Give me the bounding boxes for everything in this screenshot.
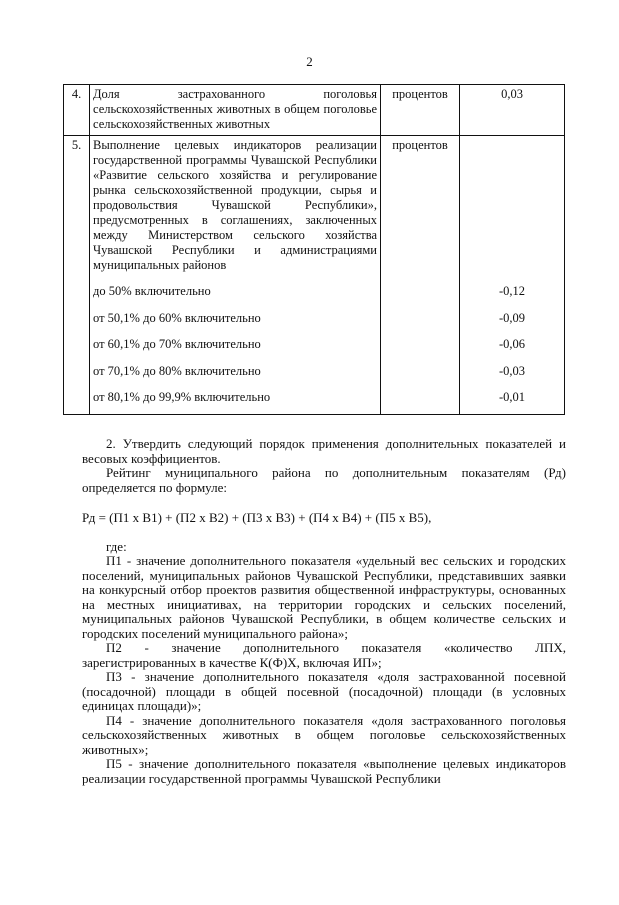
indicators-table bbox=[63, 84, 565, 415]
unit-cell: процентов bbox=[381, 85, 460, 136]
subrow-label: от 60,1% до 70% включительно bbox=[93, 337, 261, 351]
paragraph-rating-definition: Рейтинг муниципального района по дополнительным показателям (Рд) определяется по формуле: bbox=[82, 465, 566, 495]
subrow-value: -0,09 bbox=[498, 310, 526, 325]
definition-p4: П4 - значение дополнительного показателя «доля застрахованного поголовья сельскохозяйственных животных в общем поголовье сельскохозяйственных животных»; bbox=[82, 712, 566, 757]
subrow-value: -0,06 bbox=[498, 337, 526, 351]
subrow-value: -0,01 bbox=[498, 390, 526, 404]
row-number: 4. bbox=[64, 85, 90, 136]
definition-p2: П2 - значение дополнительного показателя «количество ЛПХ, зарегистрированных в качестве К(Ф)Х, включая ИП»; bbox=[82, 640, 566, 670]
value-cell bbox=[460, 136, 565, 415]
row-number: 5. bbox=[64, 136, 90, 415]
rating-formula: Рд = (П1 х В1) + (П2 х В2) + (П3 х В3) + (П4 х В4) + (П5 х В5), bbox=[82, 510, 432, 525]
indicator-name: Выполнение целевых индикаторов реализации государственной программы Чувашской Республики «Развитие сельского хозяйства и регулирование рынка сельскохозяйственной продукции, сырья и продовольствия Чувашской Республики», предусмотренных в соглашениях, заключенных между Министерством сельского хозяйства Чувашской Республики и администрациями муниципальных районов bbox=[93, 138, 377, 272]
subrow-label: от 70,1% до 80% включительно bbox=[93, 363, 261, 378]
where-label: где: bbox=[106, 538, 127, 554]
definition-p1: П1 - значение дополнительного показателя «удельный вес сельских и городских поселений, муниципальных районов Чувашской Республики, представивших заявки на конкурсный отбор проектов развития общественной инфраструктуры, основанных на местных инициативах, на территории городских и сельских поселений, муниципальных районов Чувашской Республики, в общем количестве сельских и городских поселений муниципального района»; bbox=[82, 553, 566, 641]
table-row bbox=[64, 136, 565, 415]
definition-p5: П5 - значение дополнительного показателя «выполнение целевых индикаторов реализации государственной программы Чувашской Республики bbox=[82, 756, 566, 786]
value-spacer bbox=[463, 138, 561, 278]
subrow-label: от 80,1% до 99,9% включительно bbox=[93, 390, 271, 404]
indicator-name: Доля застрахованного поголовья сельскохозяйственных животных в общем поголовье сельскохозяйственных животных bbox=[90, 85, 381, 136]
subrow-label: до 50% включительно bbox=[93, 284, 211, 298]
value-cell: 0,03 bbox=[460, 85, 565, 136]
subrow-label: от 50,1% до 60% включительно bbox=[93, 310, 261, 325]
subrow-value: -0,12 bbox=[498, 284, 526, 298]
unit-cell: процентов bbox=[381, 136, 460, 415]
document-body bbox=[82, 437, 566, 786]
indicator-name-cell bbox=[90, 136, 381, 415]
subrow-value: -0,03 bbox=[498, 363, 526, 378]
definition-p3: П3 - значение дополнительного показателя «доля застрахованной посевной (посадочной) площади в общей посевной (посадочной) площади (в условных единицах площади)»; bbox=[82, 669, 566, 713]
table-row bbox=[64, 85, 565, 136]
paragraph-approve-order: 2. Утвердить следующий порядок применения дополнительных показателей и весовых коэффициентов. bbox=[82, 436, 566, 466]
page-number: 2 bbox=[306, 54, 313, 69]
